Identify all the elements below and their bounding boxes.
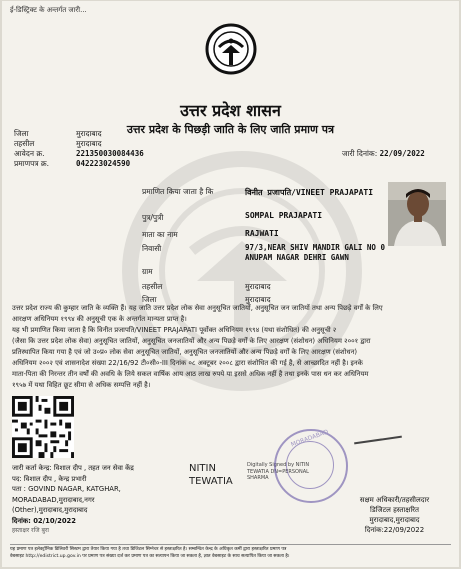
signer-first-name: NITIN — [189, 463, 216, 474]
authority-date: दिनांक:22/09/2022 — [364, 526, 425, 534]
signer-name — [189, 462, 233, 488]
issue-date-label: जारी दिनांक: — [342, 149, 378, 158]
issuer-block — [12, 463, 182, 537]
mother-label: माता का नाम — [142, 230, 178, 239]
digital-signature-line: TEWATIA DN=PERSONAL — [247, 468, 309, 475]
certificate-title-main: उत्तर प्रदेश शासन — [180, 101, 281, 120]
issuer-center: जारी कर्ता केन्द्र: विशाल दीप , तहत जन सेवा केंद्र — [12, 464, 134, 472]
digital-signature-line: SHARMA — [247, 475, 269, 481]
footer-line: वेबसाइट http://edistrict.up.gov.in पर प्रमाण पत्र संख्या दर्ज कर प्रमाण पत्र का सत्यापन किया जा सकता है, ज्ञात वेबसाइट के साथ सत्यापित किया जा सकता है। — [10, 554, 290, 559]
father-name: SOMPAL PRAJAPATI — [245, 211, 323, 220]
issue-date — [342, 149, 425, 158]
signer-last-name: TEWATIA — [189, 476, 233, 487]
top-note: ई-डिस्ट्रिक्ट के अन्तर्गत जारी... — [10, 6, 87, 14]
field-label: जिला — [14, 129, 29, 138]
seal-text: MORADABAD — [289, 428, 330, 449]
father-label: पुत्र/पुत्री — [142, 213, 164, 222]
issuer-address-3: (Other),मुरादाबाद,मुरादाबाद — [12, 506, 88, 514]
field-label: तहसील — [14, 139, 35, 148]
address: 97/3,NEAR SHIV MANDIR GALI NO 0 ANUPAM NAGAR DEHRI GAWN — [245, 243, 385, 262]
field-certificate-no — [14, 159, 214, 169]
field-district — [14, 129, 214, 139]
body-line: अधिनियम २००२ एवं शासनादेश संख्या 22/16/92 टी०सी०-III दिनांक ०८ अक्टूबर २००८ द्वारा संशोधित की गई है, से आच्छादित नहीं है। इनके — [12, 359, 363, 367]
tehsil-label: तहसील — [142, 282, 163, 291]
issuer-post: पद: विशाल दीप , केन्द्र प्रभारी — [12, 474, 87, 483]
district-value: मुरादाबाद — [245, 295, 271, 304]
issue-date-value: 22/09/2022 — [379, 149, 425, 158]
field-value: मुरादाबाद — [76, 129, 102, 138]
field-label: प्रमाणपत्र क्र. — [14, 159, 50, 168]
body-line: आरक्षण अधिनियम १९९४ की अनुसूची एक के अन्तर्गत मान्यता प्राप्त है। — [12, 315, 187, 323]
issuer-signature-note: हस्ताक्षर रजि बुरा — [12, 527, 49, 534]
authority-digital-note: डिजिटल हस्ताक्षरित — [370, 506, 419, 514]
field-value: मुरादाबाद — [76, 139, 102, 148]
field-tehsil — [14, 139, 214, 149]
person-photo-icon — [388, 182, 446, 246]
footer-divider — [10, 544, 451, 545]
issuer-address-1: पता : GOVIND NAGAR, KATGHAR, — [12, 485, 121, 493]
applicant-photo — [388, 182, 446, 246]
certificate-title-sub: उत्तर प्रदेश के पिछड़ी जाति के लिए जाति प्रमाण पत्र — [126, 123, 335, 136]
body-line: प्रतिस्थापित किया गया है एवं जो उ०प्र० लोक सेवा अनुसूचित जातियों, अनुसूचित जनजातियों और अन्य पिछड़े वर्गों के लिए आरक्षण (संशोधन) — [12, 348, 357, 356]
certify-label: प्रमाणित किया जाता है कि — [142, 187, 214, 196]
footer-note — [10, 546, 455, 560]
authority-title: सक्षम अधिकारी/तहसीलदार — [359, 496, 430, 504]
village-label: ग्राम — [142, 267, 153, 276]
body-line: यह भी प्रमाणित किया जाता है कि विनीत प्रजापति/VINEET PRAJAPATI पूर्वोक्त अधिनियम १९९४ (यथा संशोधित) की अनुसूची २ — [12, 326, 337, 334]
field-value: 042223024590 — [76, 159, 131, 168]
field-value: 221350030084436 — [76, 149, 144, 158]
issuer-address-2: MORADABAD,मुरादाबाद,नगर — [12, 495, 95, 504]
digital-signature-line: Digitally Signed by NITIN — [247, 462, 310, 468]
district-label: जिला — [142, 295, 157, 304]
footer-line: यह प्रमाण पत्र इलेक्ट्रॉनिक डिलिवरी सिस्टम द्वारा तैयार किया गया है तथा डिजिटल सिग्नेचर से हस्ताक्षरित है। सम्बन्धित केन्द्र के अधिकृत कर्मी द्वारा हस्ताक्षरित प्रमाण पत्र — [10, 547, 287, 552]
resident-label: निवासी — [142, 244, 162, 253]
issuer-date: दिनांक: 02/10/2022 — [12, 516, 77, 525]
body-line: (जैसा कि उत्तर प्रदेश लोक सेवा) अनुसूचित जातियों, अनुसूचित जनजातियों और अन्य पिछड़े वर्गों के लिए आरक्षण (संशोधन) अधिनियम २००१ द्वारा — [12, 337, 371, 345]
field-application-no — [14, 149, 214, 159]
qr-code — [12, 396, 74, 458]
field-label: आवेदन क्र. — [14, 149, 45, 158]
authority-block — [332, 495, 457, 535]
tehsil-value: मुरादाबाद — [245, 282, 271, 291]
handwritten-signature — [354, 436, 402, 445]
body-line: माता-पिता की निरन्तर तीन वर्षों की अवधि के लिये सकल वार्षिक आय आठ लाख रुपये या इससे अधिक नहीं है तथा इनके पास धन कर अधिनियम — [12, 370, 369, 378]
applicant-name: विनीत प्रजापति/VINEET PRAJAPATI — [245, 188, 374, 197]
office-seal-stamp — [274, 429, 348, 503]
mother-name: RAJWATI — [245, 229, 279, 238]
up-emblem-icon — [205, 23, 257, 75]
authority-location: मुरादाबाद,मुरादाबाद — [369, 516, 420, 524]
body-line: उत्तर प्रदेश राज्य की कुम्हार जाति के व्यक्ति हैं। यह जाति उत्तर प्रदेश लोक सेवा अनुसूचित जातियों, अनुसूचित जन जातियों तथा अन्य पिछड़े वर्गों के लिए — [12, 304, 383, 312]
certificate-page — [2, 1, 459, 567]
certificate-body — [12, 303, 452, 391]
header-fields — [14, 129, 214, 169]
body-line: १९५७ में यथा विहित छूट सीमा से अधिक सम्पत्ति नहीं है। — [12, 381, 151, 389]
